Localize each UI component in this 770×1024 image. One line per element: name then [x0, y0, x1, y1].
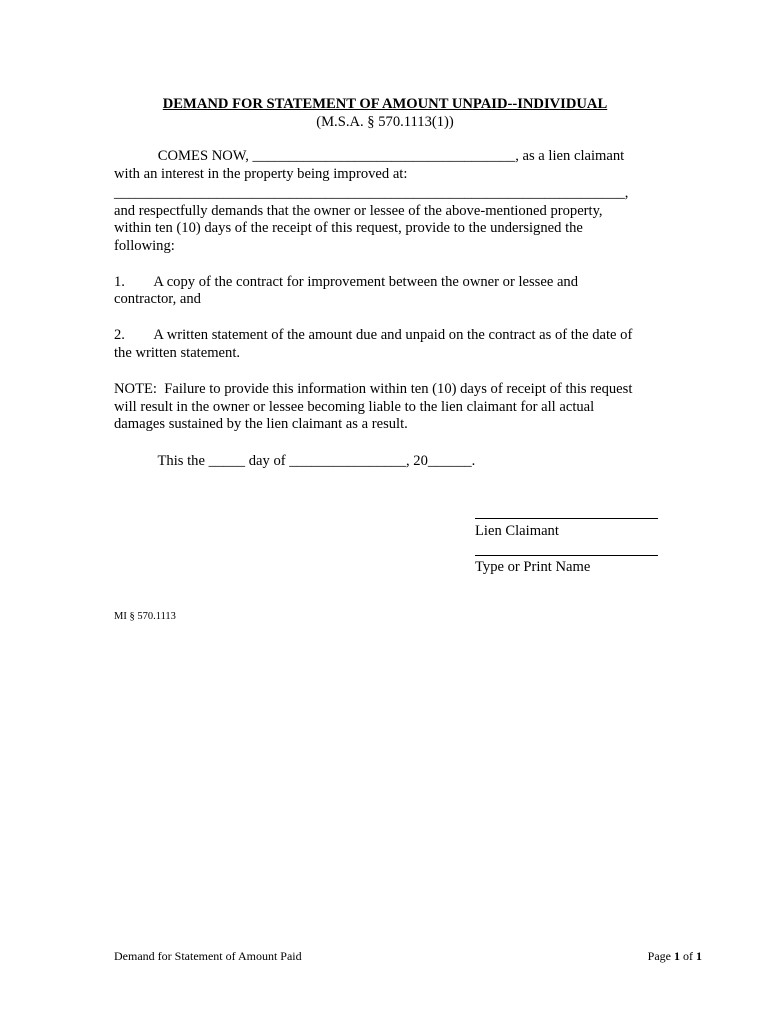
note-line-3: damages sustained by the lien claimant as a result. [114, 416, 408, 432]
property-address-line: ______________________________________________________________________, [114, 185, 629, 201]
lien-claimant-label: Lien Claimant [475, 523, 559, 539]
date-line: This the _____ day of ________________, 20______. [114, 453, 476, 469]
item-1-line-1: 1. A copy of the contract for improvement between the owner or lessee and [114, 274, 579, 290]
document-subtitle: (M.S.A. § 570.1113(1)) [316, 114, 454, 130]
footer-left: Demand for Statement of Amount Paid [114, 949, 302, 963]
lien-claimant-signature-line [475, 518, 658, 519]
footer-page-number [648, 949, 702, 963]
document-title: DEMAND FOR STATEMENT OF AMOUNT UNPAID--INDIVIDUAL [162, 96, 608, 112]
item-2-line-2: the written statement. [114, 345, 241, 361]
page-current: 1 [674, 949, 680, 963]
page-total: 1 [696, 949, 702, 963]
page-prefix: Page [647, 949, 674, 963]
comes-now-line-2: with an interest in the property being improved at: [114, 166, 408, 182]
comes-now-line-1: COMES NOW, ____________________________________, as a lien claimant [114, 148, 625, 164]
print-name-signature-line [475, 555, 658, 556]
page-of: of [680, 949, 696, 963]
note-line-2: will result in the owner or lessee becoming liable to the lien claimant for all actual [114, 399, 595, 415]
item-2-line-1: 2. A written statement of the amount due and unpaid on the contract as of the date of [114, 327, 633, 343]
demand-line-3: following: [114, 238, 175, 254]
note-line-1: NOTE: Failure to provide this information within ten (10) days of receipt of this request [114, 381, 633, 397]
statute-reference: MI § 570.1113 [114, 611, 176, 622]
demand-line-1: and respectfully demands that the owner or lessee of the above-mentioned property, [114, 203, 603, 219]
demand-line-2: within ten (10) days of the receipt of this request, provide to the undersigned the [114, 220, 583, 236]
print-name-label: Type or Print Name [475, 559, 591, 575]
item-1-line-2: contractor, and [114, 291, 201, 307]
